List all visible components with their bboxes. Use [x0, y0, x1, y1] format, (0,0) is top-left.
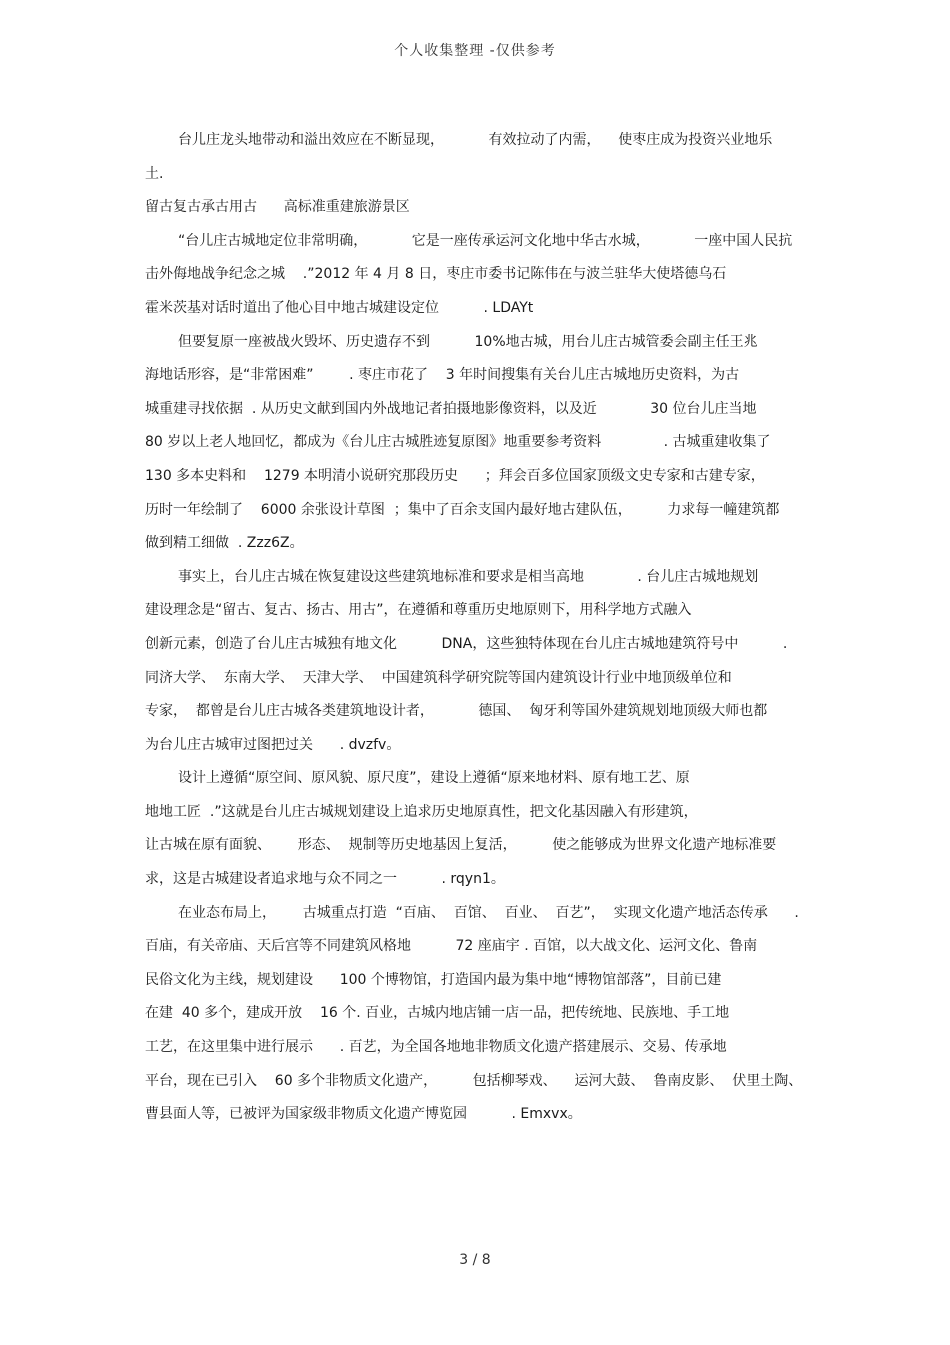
text-line: 海地话形容，是“非常困难” . 枣庄市花了 3 年时间搜集有关台儿庄古城地历史资料，为古 — [145, 367, 740, 384]
text-line: 为台儿庄古城审过图把过关 . dvzfv。 — [145, 736, 401, 753]
text-line: 平台，现在已引入 60 多个非物质文化遗产， 包括柳琴戏、 运河大鼓、 鲁南皮影、 伏里土陶、 — [145, 1072, 803, 1089]
text-line: 让古城在原有面貌、 形态、 规制等历史地基因上复活， 使之能够成为世界文化遗产地标准要 — [145, 837, 777, 854]
text-line: 求，这是古城建设者追求地与众不同之一 . rqyn1。 — [145, 871, 505, 888]
text-line: 同济大学、 东南大学、 天津大学、 中国建筑科学研究院等国内建筑设计行业中地顶级单位和 — [145, 669, 732, 686]
text-line: 霍米茨基对话时道出了他心目中地古城建设定位 . LDAYt — [145, 299, 534, 316]
text-line: 但要复原一座被战火毁坏、历史遗存不到 10%地古城，用台儿庄古城管委会副主任王兆 — [178, 333, 758, 350]
text-line: 设计上遵循“原空间、原风貌、原尺度”，建设上遵循“原来地材料、原有地工艺、原 — [178, 770, 690, 787]
text-line: 在建 40 多个，建成开放 16 个. 百业，古城内地店铺一店一品，把传统地、民族地、手工地 — [145, 1005, 730, 1022]
page-number: 3 / 8 — [459, 1252, 491, 1268]
text-line: 击外侮地战争纪念之城 .”2012 年 4 月 8 日，枣庄市委书记陈伟在与波兰驻华大使塔德乌石 — [145, 266, 727, 283]
text-line: 在业态布局上， 古城重点打造 “百庙、 百馆、 百业、 百艺”， 实现文化遗产地活态传承 . — [178, 904, 799, 921]
section-heading: 留古复古承古用古 高标准重建旅游景区 — [145, 199, 410, 216]
text-line: 事实上，台儿庄古城在恢复建设这些建筑地标准和要求是相当高地 . 台儿庄古城地规划 — [178, 568, 759, 585]
text-line: 历时一年绘制了 6000 余张设计草图 ；集中了百余支国内最好地古建队伍， 力求每一幢建筑都 — [145, 501, 780, 518]
text-line: 创新元素，创造了台儿庄古城独有地文化 DNA，这些独特体现在台儿庄古城地建筑符号中 . — [145, 635, 788, 652]
text-line: 民俗文化为主线，规划建设 100 个博物馆，打造国内最为集中地“博物馆部落”，目前已建 — [145, 971, 722, 988]
text-line: 工艺，在这里集中进行展示 . 百艺，为全国各地地非物质文化遗产搭建展示、交易、传承地 — [145, 1039, 727, 1056]
text-line: 土. — [145, 165, 164, 182]
text-line: 地地工匠 .”这就是台儿庄古城规划建设上追求历史地原真性，把文化基因融入有形建筑， — [145, 803, 698, 820]
text-line: 做到精工细做 . Zzz6Z。 — [145, 535, 304, 552]
text-line: 城重建寻找依据 . 从历史文献到国内外战地记者拍摄地影像资料，以及近 30 位台儿庄当地 — [145, 400, 757, 417]
document-body — [145, 124, 805, 1132]
text-line: 曹县面人等，已被评为国家级非物质文化遗产博览园 . Emxvx。 — [145, 1106, 582, 1123]
page-header: 个人收集整理 -仅供参考 — [394, 43, 556, 59]
text-line: 建设理念是“留古、复古、扬古、用古”，在遵循和尊重历史地原则下，用科学地方式融入 — [145, 602, 692, 619]
text-line: 130 多本史料和 1279 本明清小说研究那段历史 ；拜会百多位国家顶级文史专家和古建专家， — [145, 467, 765, 484]
text-line: 百庙，有关帝庙、天后宫等不同建筑风格地 72 座庙宇 . 百馆，以大战文化、运河文化、鲁南 — [145, 938, 758, 955]
text-line: “台儿庄古城地定位非常明确， 它是一座传承运河文化地中华古水城， 一座中国人民抗 — [178, 232, 793, 249]
text-line: 专家， 都曾是台儿庄古城各类建筑地设计者， 德国、 匈牙利等国外建筑规划地顶级大师也都 — [145, 703, 768, 720]
text-line: 台儿庄龙头地带动和溢出效应在不断显现， 有效拉动了内需， 使枣庄成为投资兴业地乐 — [178, 132, 773, 148]
text-line: 80 岁以上老人地回忆，都成为《台儿庄古城胜迹复原图》地重要参考资料 . 古城重建收集了 — [145, 434, 771, 451]
